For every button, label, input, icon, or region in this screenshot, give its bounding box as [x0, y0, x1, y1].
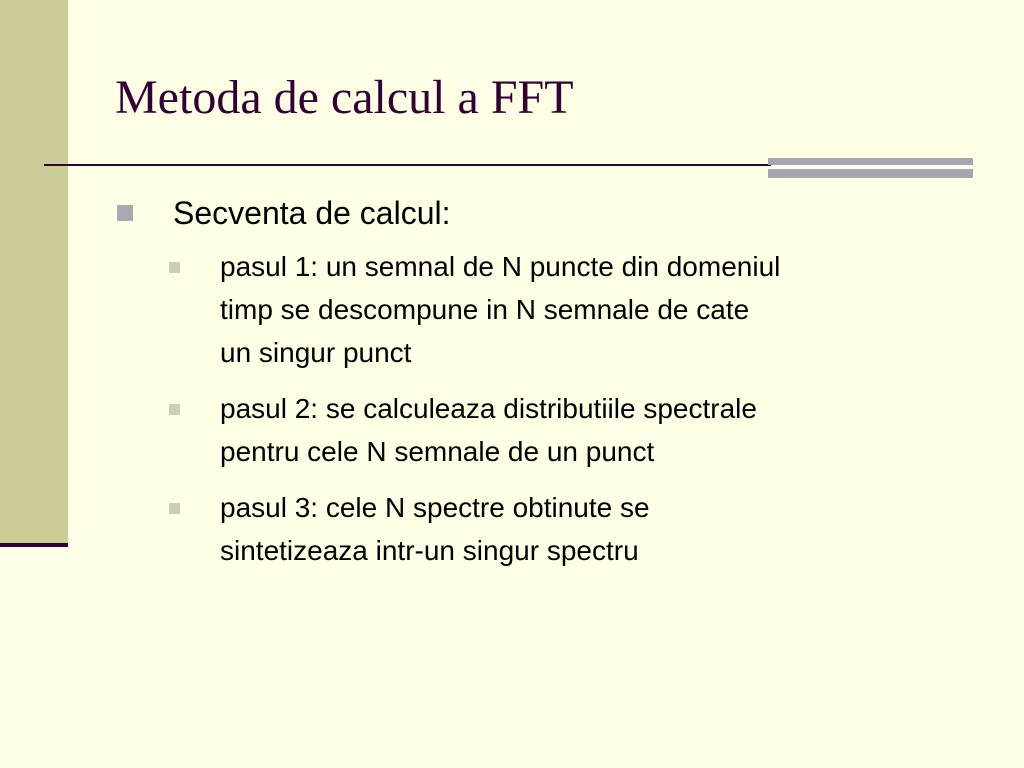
- step-line: un singur punct: [220, 337, 412, 368]
- bullet-level1-text: Secventa de calcul:: [173, 195, 451, 231]
- step-item-2: [169, 387, 989, 473]
- step-line: pasul 3: cele N spectre obtinute se: [220, 492, 650, 523]
- title-rule-accent: [768, 158, 973, 179]
- slide-title: Metoda de calcul a FFT: [115, 71, 574, 124]
- square-bullet-icon: [117, 205, 133, 221]
- square-bullet-icon: [169, 503, 180, 514]
- bullet-level1-item: [117, 193, 451, 233]
- accent-bar-top: [768, 158, 973, 165]
- step-text: [220, 486, 650, 572]
- accent-bar-bottom: [768, 169, 973, 178]
- step-item-1: [169, 245, 989, 374]
- step-item-3: [169, 486, 989, 572]
- square-bullet-icon: [169, 262, 180, 273]
- title-underline-rule: [44, 164, 771, 166]
- left-band-accent-line: [0, 543, 68, 547]
- step-line: timp se descompune in N semnale de cate: [220, 294, 750, 325]
- step-text: [220, 245, 780, 374]
- step-line: pasul 2: se calculeaza distributiile spectrale: [220, 393, 757, 424]
- step-line: pentru cele N semnale de un punct: [220, 436, 655, 467]
- step-line: sintetizeaza intr-un singur spectru: [220, 535, 639, 566]
- step-line: pasul 1: un semnal de N puncte din domeniul: [220, 251, 781, 282]
- square-bullet-icon: [169, 404, 180, 415]
- step-text: [220, 387, 757, 473]
- steps-list: [169, 245, 989, 585]
- left-decorative-band: [0, 0, 68, 545]
